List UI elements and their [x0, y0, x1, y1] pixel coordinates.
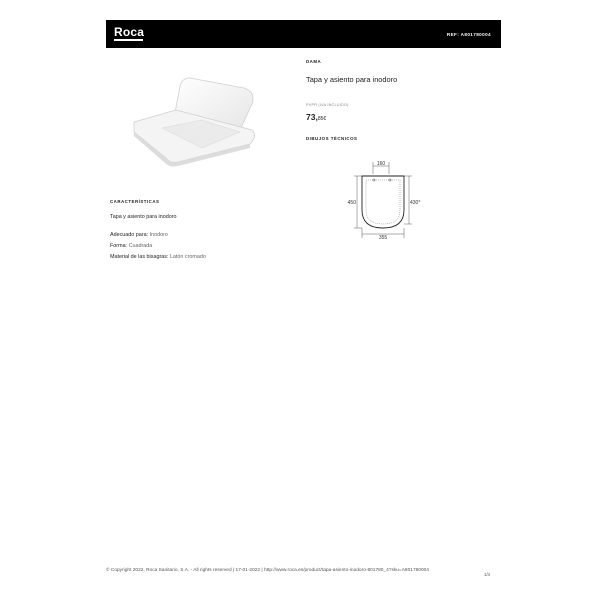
logo-underline	[114, 39, 143, 41]
attribute-hinge-material	[110, 254, 206, 260]
attribute-suitable-for	[110, 232, 168, 238]
technical-drawings-heading: DIBUJOS TÉCNICOS	[306, 136, 358, 141]
attribute-value: Inodoro	[149, 232, 168, 238]
characteristics-heading: CARACTERÍSTICAS	[110, 199, 160, 204]
attribute-label: Forma:	[110, 243, 128, 249]
dim-bottom-width: 355	[378, 235, 388, 241]
product-reference: REF: A801780004	[446, 32, 491, 37]
product-title: Tapa y asiento para inodoro	[306, 75, 398, 84]
roca-logo[interactable]: Roca	[114, 25, 145, 39]
pvpr-label: PVPR (IVA INCLUIDO)	[306, 103, 349, 107]
product-price	[306, 112, 326, 122]
toilet-seat-image	[132, 70, 262, 170]
price-currency: €	[323, 116, 327, 122]
page-number: 1/4	[484, 572, 491, 577]
price-decimal: 85	[317, 116, 324, 122]
attribute-shape	[110, 243, 152, 249]
header-bar	[106, 20, 501, 48]
characteristics-description: Tapa y asiento para inodoro	[110, 214, 177, 220]
dim-height-left: 450	[347, 200, 356, 206]
technical-drawing	[346, 158, 426, 242]
footer-copyright: © Copyright 2022, Roca Sanitario, S.A. - All rights reserved | 17-01-2022 | http://www.roca.es/product/tapa-asiento-inodoro-801780_4?sku=A801780004	[106, 568, 429, 573]
attribute-label: Material de las bisagras:	[110, 254, 169, 260]
attribute-value: Latón cromado	[169, 254, 206, 260]
dim-top-width: 160	[376, 161, 386, 167]
attribute-label: Adecuado para:	[110, 232, 149, 238]
product-family: DAMA	[306, 59, 322, 64]
attribute-value: Cuadrada	[128, 243, 153, 249]
price-integer: 73,	[306, 112, 318, 122]
dim-height-right: 430*	[410, 200, 421, 206]
